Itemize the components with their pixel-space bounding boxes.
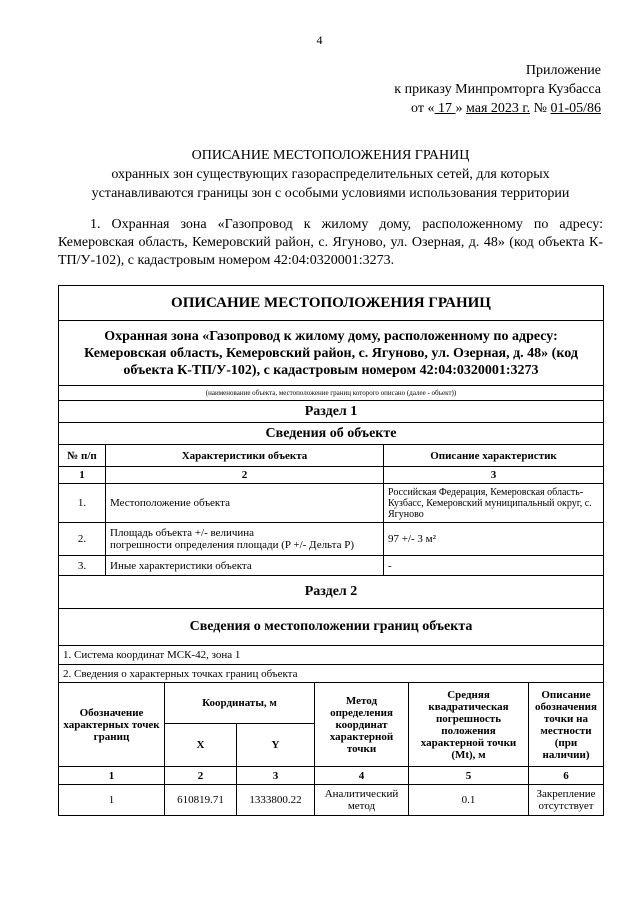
document-heading — [58, 146, 603, 203]
s1-header-char: Характеристики объекта — [106, 445, 384, 467]
s2-header-method: Метод определения координат характерной точки — [315, 683, 409, 767]
heading-line-2: охранных зон существующих газораспределительных сетей, для которых — [111, 167, 550, 182]
row-characteristic-line: погрешности определения площади (P +/- Дельта P) — [110, 539, 355, 551]
object-name-note: (наименование объекта, местоположение границ которого описано (далее - объект)) — [59, 386, 604, 401]
row-characteristic-line: Площадь объекта +/- величина — [110, 527, 255, 539]
s1-header-desc: Описание характеристик — [384, 445, 604, 467]
coordinate-system: 1. Система координат МСК-42, зона 1 — [59, 646, 604, 665]
s1-col-number: 3 — [384, 467, 604, 484]
s2-col-number: 3 — [237, 767, 315, 785]
boundary-description-table — [58, 285, 604, 816]
table-row — [59, 785, 604, 816]
order-num-prefix: № — [530, 101, 551, 116]
point-id: 1 — [59, 785, 165, 816]
heading-title: ОПИСАНИЕ МЕСТОПОЛОЖЕНИЯ ГРАНИЦ — [191, 148, 470, 163]
s2-col-number: 5 — [409, 767, 529, 785]
s2-header-point: Обозначение характерных точек границ — [59, 683, 165, 767]
row-description: 97 +/- 3 м² — [384, 523, 604, 556]
appendix-order: к приказу Минпромторга Кузбасса — [394, 82, 601, 97]
page-number: 4 — [316, 33, 323, 47]
points-info: 2. Сведения о характерных точках границ объекта — [59, 665, 604, 683]
section-2-label: Раздел 2 — [59, 576, 604, 609]
row-description: - — [384, 556, 604, 576]
s2-header-x: X — [165, 724, 237, 767]
point-method: Аналитический метод — [315, 785, 409, 816]
date-month: мая — [465, 101, 491, 116]
s2-header-accuracy: Средняя квадратическая погрешность положения характерной точки (Mt), м — [409, 683, 529, 767]
s2-col-number: 2 — [165, 767, 237, 785]
s2-col-number: 6 — [529, 767, 604, 785]
section-1-label: Раздел 1 — [59, 401, 604, 423]
table-row — [59, 556, 604, 576]
table-title: ОПИСАНИЕ МЕСТОПОЛОЖЕНИЯ ГРАНИЦ — [59, 286, 604, 321]
row-characteristic: Иные характеристики объекта — [106, 556, 384, 576]
date-sep: » — [455, 101, 466, 116]
heading-line-3: устанавливаются границы зон с особыми условиями использования территории — [91, 186, 570, 201]
s2-col-number: 4 — [315, 767, 409, 785]
date-day: 17 — [434, 101, 456, 116]
point-accuracy: 0.1 — [409, 785, 529, 816]
row-num: 3. — [59, 556, 106, 576]
row-num: 2. — [59, 523, 106, 556]
intro-paragraph: 1. Охранная зона «Газопровод к жилому дому, расположенному по адресу: Кемеровская область, Кемеровский район, с. Ягуново, ул. Озерная, д. 48» (код объекта К-ТП/У-102), с кадастровым номером 42:04:0320001:3273. — [58, 217, 603, 268]
date-year: 2023 г. — [490, 101, 531, 116]
table-row — [59, 523, 604, 556]
s1-header-num: № п/п — [59, 445, 106, 467]
row-description: Российская Федерация, Кемеровская область-Кузбасс, Кемеровский муниципальный округ, с. Ягуново — [384, 484, 604, 523]
point-marking: Закрепление отсутствует — [529, 785, 604, 816]
point-x: 610819.71 — [165, 785, 237, 816]
table-row — [59, 484, 604, 523]
appendix-title: Приложение — [525, 63, 601, 78]
object-name: Охранная зона «Газопровод к жилому дому, расположенному по адресу: Кемеровская область, Кемеровский район, с. Ягуново, ул. Озерная, д. 48» (код объекта К-ТП/У-102), с кадастровым номером 42:04:0320001:3273 — [59, 321, 604, 386]
s1-col-number: 2 — [106, 467, 384, 484]
s2-header-coords: Координаты, м — [165, 683, 315, 724]
date-from: от « — [411, 101, 435, 116]
appendix-date-line — [394, 99, 601, 118]
row-characteristic — [106, 523, 384, 556]
s2-header-marking: Описание обозначения точки на местности (при наличии) — [529, 683, 604, 767]
order-number: 01-05/86 — [550, 101, 601, 116]
row-num: 1. — [59, 484, 106, 523]
point-y: 1333800.22 — [237, 785, 315, 816]
appendix-block — [394, 61, 601, 118]
s2-header-y: Y — [237, 724, 315, 767]
row-characteristic: Местоположение объекта — [106, 484, 384, 523]
section-2-title: Сведения о местоположении границ объекта — [59, 609, 604, 646]
section-1-title: Сведения об объекте — [59, 423, 604, 445]
s2-col-number: 1 — [59, 767, 165, 785]
s1-col-number: 1 — [59, 467, 106, 484]
